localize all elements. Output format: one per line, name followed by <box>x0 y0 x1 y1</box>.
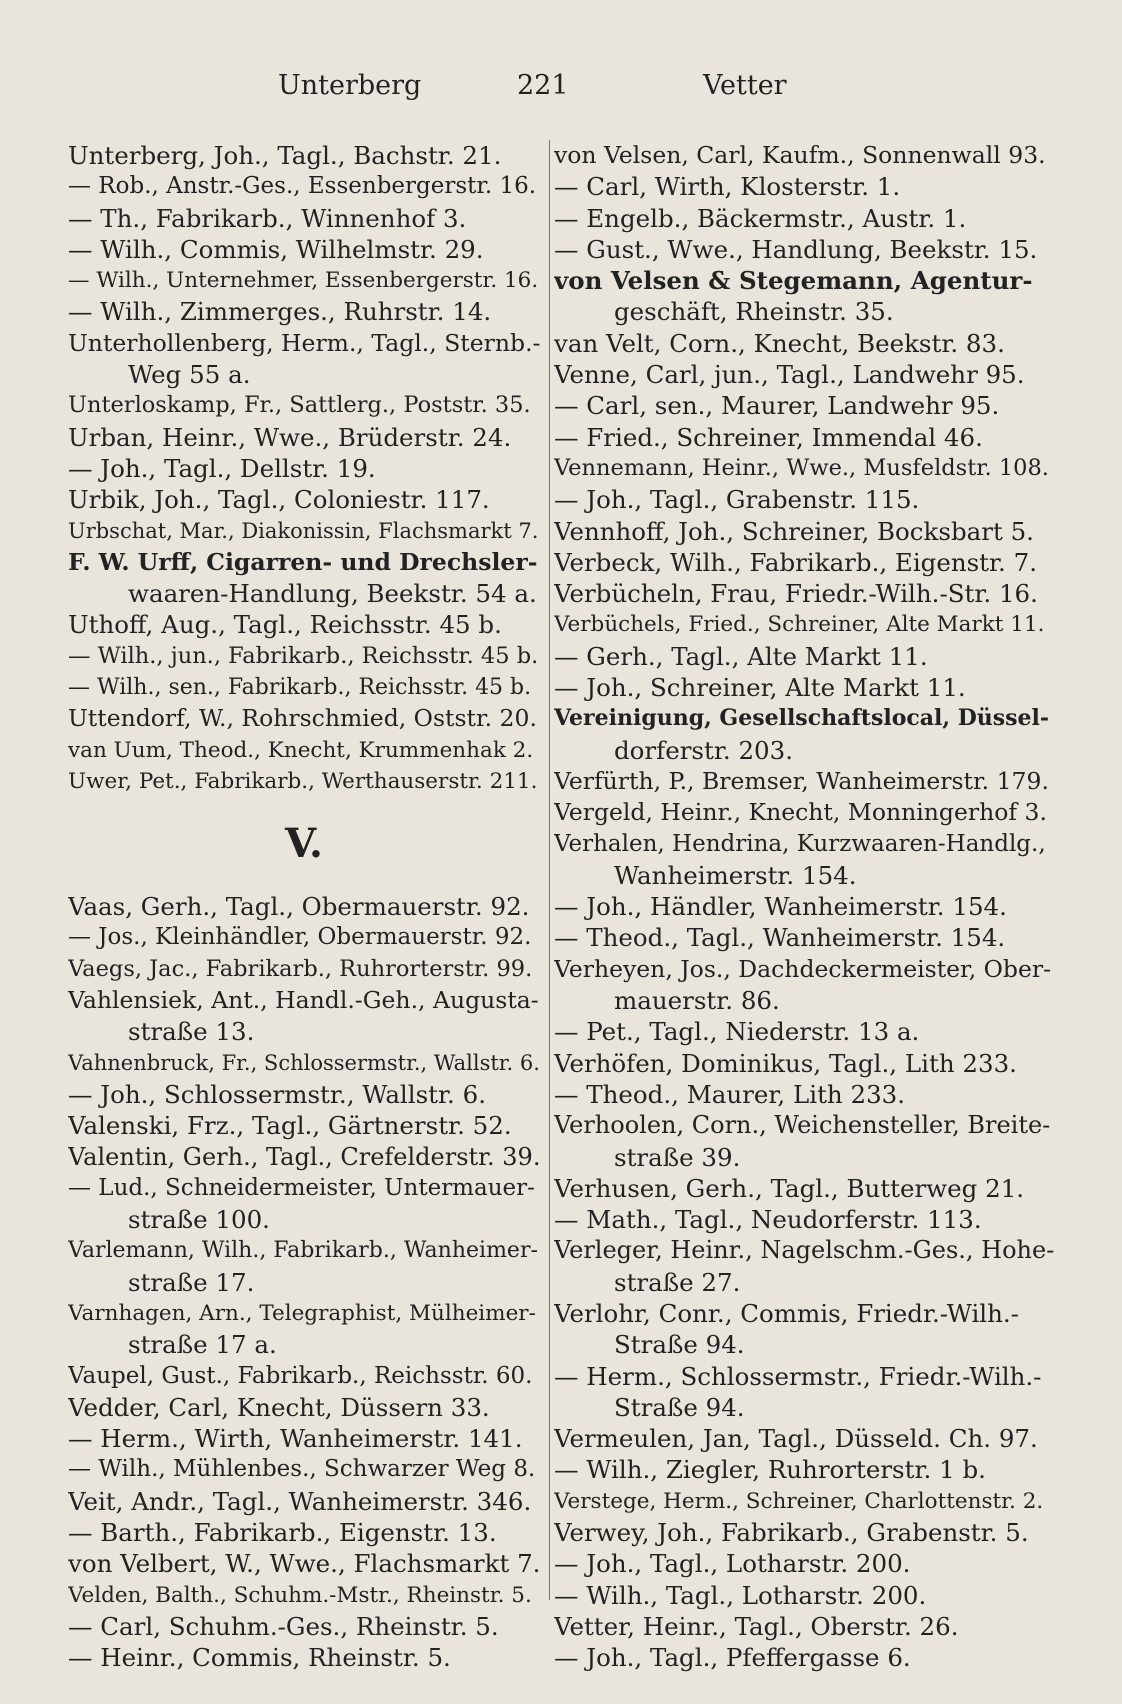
directory-entry: — Herm., Schlossermstr., Friedr.-Wilh.- <box>554 1361 1042 1391</box>
entry-continuation: Wanheimerstr. 154. <box>614 860 857 890</box>
directory-entry: Vaupel, Gust., Fabrikarb., Reichsstr. 60. <box>68 1362 533 1389</box>
directory-entry: — Joh., Tagl., Lotharstr. 200. <box>554 1549 911 1579</box>
entry-continuation: straße 39. <box>614 1142 741 1172</box>
directory-entry: — Gerh., Tagl., Alte Markt 11. <box>554 641 928 671</box>
entry-continuation: mauerstr. 86. <box>614 986 780 1016</box>
directory-entry: — Th., Fabrikarb., Winnenhof 3. <box>68 203 467 233</box>
directory-entry: — Pet., Tagl., Niederstr. 13 a. <box>554 1017 920 1047</box>
directory-entry: Verhalen, Hendrina, Kurzwaaren-Handlg., <box>554 830 1046 857</box>
directory-entry: — Carl, sen., Maurer, Landwehr 95. <box>554 391 1000 421</box>
directory-entry: Urbschat, Mar., Diakonissin, Flachsmarkt 7. <box>68 518 539 543</box>
page-number: 221 <box>517 70 569 101</box>
directory-entry: Unterberg, Joh., Tagl., Bachstr. 21. <box>68 141 502 170</box>
directory-entry: — Carl, Schuhm.-Ges., Rheinstr. 5. <box>68 1611 499 1641</box>
entry-continuation: Straße 94. <box>614 1392 745 1422</box>
directory-entry: Verleger, Heinr., Nagelschm.-Ges., Hohe- <box>554 1236 1054 1265</box>
right-column <box>554 140 1054 1674</box>
directory-entry: Vereinigung, Gesellschaftslocal, Düssel- <box>554 705 1050 732</box>
directory-entry: Verstege, Herm., Schreiner, Charlottenstr. 2. <box>554 1488 1044 1514</box>
directory-entry: — Theod., Maurer, Lith 233. <box>554 1079 906 1109</box>
directory-entry: Verhusen, Gerh., Tagl., Butterweg 21. <box>554 1173 1025 1203</box>
directory-entry: Uthoff, Aug., Tagl., Reichsstr. 45 b. <box>68 610 502 640</box>
left-column <box>68 140 540 1674</box>
directory-entry: von Velsen, Carl, Kaufm., Sonnenwall 93. <box>554 141 1046 169</box>
directory-entry: Uttendorf, W., Rohrschmied, Oststr. 20. <box>68 704 537 733</box>
directory-entry: — Jos., Kleinhändler, Obermauerstr. 92. <box>68 924 532 951</box>
directory-entry: — Joh., Schreiner, Alte Markt 11. <box>554 673 966 703</box>
directory-entry: — Lud., Schneidermeister, Untermauer- <box>68 1174 535 1201</box>
directory-entry: Vermeulen, Jan, Tagl., Düsseld. Ch. 97. <box>554 1424 1038 1454</box>
directory-entry: Valenski, Frz., Tagl., Gärtnerstr. 52. <box>68 1111 512 1141</box>
directory-entry: Vedder, Carl, Knecht, Düssern 33. <box>68 1392 490 1422</box>
entry-continuation: straße 13. <box>128 1017 255 1047</box>
directory-entry: F. W. Urff, Cigarren- und Drechsler- <box>68 547 538 576</box>
directory-entry: Urban, Heinr., Wwe., Brüderstr. 24. <box>68 422 512 452</box>
directory-entry: Verwey, Joh., Fabrikarb., Grabenstr. 5. <box>554 1518 1029 1548</box>
entry-continuation: waaren-Handlung, Beekstr. 54 a. <box>128 579 537 609</box>
directory-entry: Uwer, Pet., Fabrikarb., Werthauserstr. 211. <box>68 768 538 794</box>
directory-entry: Vergeld, Heinr., Knecht, Monningerhof 3. <box>554 798 1047 827</box>
directory-entry: — Barth., Fabrikarb., Eigenstr. 13. <box>68 1518 497 1548</box>
directory-entry: — Herm., Wirth, Wanheimerstr. 141. <box>68 1424 523 1454</box>
directory-entry: — Theod., Tagl., Wanheimerstr. 154. <box>554 923 1006 953</box>
directory-entry: — Wilh., Zimmerges., Ruhrstr. 14. <box>68 297 492 327</box>
directory-entry: Verlohr, Conr., Commis, Friedr.-Wilh.- <box>554 1298 1019 1328</box>
directory-entry: — Joh., Schlossermstr., Wallstr. 6. <box>68 1079 486 1109</box>
entry-continuation: straße 17 a. <box>128 1330 277 1360</box>
directory-entry: von Velsen & Stegemann, Agentur- <box>554 266 1033 296</box>
directory-entry: — Joh., Tagl., Grabenstr. 115. <box>554 485 920 515</box>
directory-entry: — Math., Tagl., Neudorferstr. 113. <box>554 1205 982 1235</box>
directory-entry: Valentin, Gerh., Tagl., Crefelderstr. 39. <box>68 1142 540 1171</box>
directory-entry: — Joh., Tagl., Dellstr. 19. <box>68 453 376 483</box>
entry-continuation: straße 17. <box>128 1267 255 1297</box>
directory-entry: van Uum, Theod., Knecht, Krummenhak 2. <box>68 737 534 763</box>
directory-entry: Vetter, Heinr., Tagl., Oberstr. 26. <box>554 1611 959 1641</box>
directory-entry: Urbik, Joh., Tagl., Coloniestr. 117. <box>68 485 490 515</box>
directory-entry: — Wilh., sen., Fabrikarb., Reichsstr. 45 b. <box>68 675 532 701</box>
directory-entry: Verhoolen, Corn., Weichensteller, Breite- <box>554 1111 1051 1140</box>
directory-entry: Unterhollenberg, Herm., Tagl., Sternb.- <box>68 328 540 357</box>
entry-continuation: Straße 94. <box>614 1330 745 1360</box>
directory-entry: Varnhagen, Arn., Telegraphist, Mülheimer- <box>68 1300 536 1326</box>
directory-entry: Verbücheln, Frau, Friedr.-Wilh.-Str. 16. <box>554 579 1038 609</box>
directory-entry: Vaas, Gerh., Tagl., Obermauerstr. 92. <box>68 892 530 922</box>
directory-entry: Unterloskamp, Fr., Sattlerg., Poststr. 35. <box>68 392 531 419</box>
entry-continuation: Weg 55 a. <box>128 360 251 390</box>
directory-entry: — Heinr., Commis, Rheinstr. 5. <box>68 1643 451 1673</box>
header-left-keyword: Unterberg <box>278 70 422 101</box>
entry-continuation: dorferstr. 203. <box>614 735 793 765</box>
directory-entry: von Velbert, W., Wwe., Flachsmarkt 7. <box>68 1549 540 1579</box>
directory-entry: Verheyen, Jos., Dachdeckermeister, Ober- <box>554 954 1052 983</box>
directory-entry: — Wilh., jun., Fabrikarb., Reichsstr. 45 b. <box>68 642 539 669</box>
directory-entry: Varlemann, Wilh., Fabrikarb., Wanheimer- <box>68 1238 538 1264</box>
entry-continuation: geschäft, Rheinstr. 35. <box>614 297 894 327</box>
directory-entry: — Wilh., Commis, Wilhelmstr. 29. <box>68 234 484 264</box>
directory-entry: van Velt, Corn., Knecht, Beekstr. 83. <box>554 328 1005 358</box>
directory-entry: Velden, Balth., Schuhm.-Mstr., Rheinstr. 5. <box>68 1582 532 1608</box>
entry-continuation: straße 100. <box>128 1205 270 1235</box>
directory-entry: Vennemann, Heinr., Wwe., Musfeldstr. 108. <box>554 454 1049 481</box>
entry-continuation: straße 27. <box>614 1267 741 1297</box>
directory-entry: Verbeck, Wilh., Fabrikarb., Eigenstr. 7. <box>554 547 1038 577</box>
directory-entry: Veit, Andr., Tagl., Wanheimerstr. 346. <box>68 1486 532 1516</box>
directory-entry: Verhöfen, Dominikus, Tagl., Lith 233. <box>554 1048 1017 1078</box>
directory-entry: — Carl, Wirth, Klosterstr. 1. <box>554 172 901 202</box>
directory-entry: — Wilh., Mühlenbes., Schwarzer Weg 8. <box>68 1456 536 1483</box>
directory-entry: — Engelb., Bäckermstr., Austr. 1. <box>554 203 967 233</box>
directory-entry: — Rob., Anstr.-Ges., Essenbergerstr. 16. <box>68 173 537 200</box>
directory-entry: — Wilh., Tagl., Lotharstr. 200. <box>554 1580 927 1610</box>
directory-entry: — Fried., Schreiner, Immendal 46. <box>554 422 983 452</box>
directory-entry: Vaegs, Jac., Fabrikarb., Ruhrorterstr. 99. <box>68 955 533 982</box>
directory-entry: Vennhoff, Joh., Schreiner, Bocksbart 5. <box>554 516 1034 546</box>
page-header <box>0 62 1122 118</box>
directory-entry: Vahlensiek, Ant., Handl.-Geh., Augusta- <box>68 986 539 1015</box>
directory-entry: Verbüchels, Fried., Schreiner, Alte Markt 11. <box>554 612 1045 638</box>
directory-entry: — Gust., Wwe., Handlung, Beekstr. 15. <box>554 234 1038 264</box>
directory-entry: Vahnenbruck, Fr., Schlossermstr., Wallstr. 6. <box>68 1050 540 1075</box>
directory-entry: — Joh., Händler, Wanheimerstr. 154. <box>554 892 1007 922</box>
column-divider <box>549 140 550 1600</box>
directory-entry: Verfürth, P., Bremser, Wanheimerstr. 179. <box>554 766 1049 795</box>
section-heading: V. <box>285 820 323 868</box>
header-right-keyword: Vetter <box>703 70 787 101</box>
directory-entry: — Wilh., Unternehmer, Essenbergerstr. 16. <box>68 268 539 294</box>
directory-entry: — Wilh., Ziegler, Ruhrorterstr. 1 b. <box>554 1455 986 1485</box>
directory-entry: Venne, Carl, jun., Tagl., Landwehr 95. <box>554 360 1025 390</box>
directory-entry: — Joh., Tagl., Pfeffergasse 6. <box>554 1643 911 1673</box>
